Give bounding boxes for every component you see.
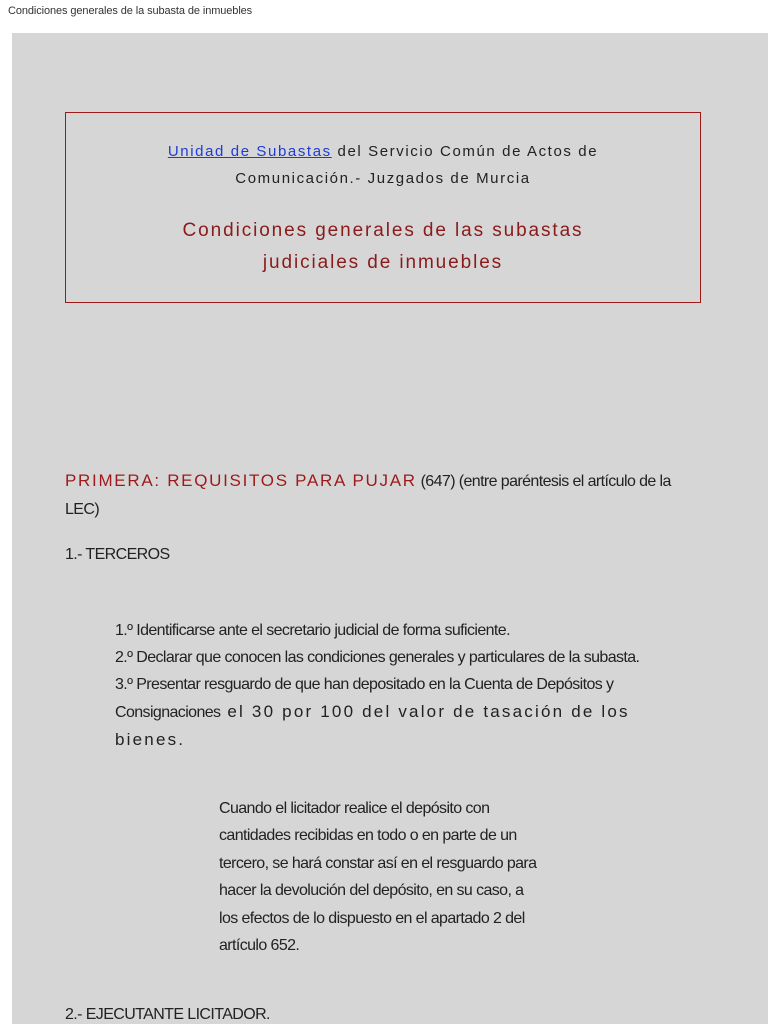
header-box bbox=[65, 112, 701, 303]
note-line: hacer la devolución del depósito, en su caso, a bbox=[219, 882, 524, 900]
note-line: los efectos de lo dispuesto en el apartado 2 del bbox=[219, 909, 525, 927]
document-title: Condiciones generales de la subasta de inmuebles bbox=[8, 5, 253, 17]
list-item-text: Consignaciones bbox=[115, 704, 221, 721]
list-item-continuation bbox=[115, 698, 695, 726]
document-title-bar bbox=[0, 0, 768, 24]
subheading-terceros: 1.- TERCEROS bbox=[65, 546, 170, 563]
header-line-2: Comunicación.- Juzgados de Murcia bbox=[235, 170, 531, 187]
section-heading bbox=[65, 467, 705, 524]
list-item-emphasis: el 30 por 100 del valor de tasación de los bbox=[220, 702, 630, 721]
subheading-ejecutante: 2.- EJECUTANTE LICITADOR. bbox=[65, 1006, 270, 1023]
note-line: cantidades recibidas en todo o en parte de un bbox=[219, 827, 517, 845]
section-heading-note: (647) (entre paréntesis el artículo de la bbox=[416, 473, 671, 490]
note-line: Cuando el licitador realice el depósito con bbox=[219, 800, 490, 817]
header-line-1 bbox=[66, 143, 700, 160]
document-heading-line-2: judiciales de inmuebles bbox=[262, 252, 504, 273]
list-item-emphasis-cont: bienes. bbox=[115, 730, 186, 749]
document-page bbox=[12, 33, 768, 1024]
list-item: 1.º Identificarse ante el secretario judicial de forma suficiente. bbox=[115, 622, 510, 639]
section-heading-title: PRIMERA: REQUISITOS PARA PUJAR bbox=[65, 471, 417, 490]
document-heading-line-1: Condiciones generales de las subastas bbox=[182, 220, 584, 241]
deposit-note bbox=[219, 795, 559, 959]
note-line: tercero, se hará constar así en el resguardo para bbox=[219, 854, 537, 872]
header-line-1-text: del Servicio Común de Actos de bbox=[331, 143, 599, 160]
requirements-list bbox=[115, 617, 695, 753]
unidad-subastas-link[interactable]: Unidad de Subastas bbox=[167, 143, 332, 160]
list-item: 2.º Declarar que conocen las condiciones generales y particulares de la subasta. bbox=[115, 649, 640, 666]
section-heading-note-cont: LEC) bbox=[65, 501, 100, 518]
note-line: artículo 652. bbox=[219, 937, 300, 955]
list-item: 3.º Presentar resguardo de que han depositado en la Cuenta de Depósitos y bbox=[115, 676, 614, 693]
